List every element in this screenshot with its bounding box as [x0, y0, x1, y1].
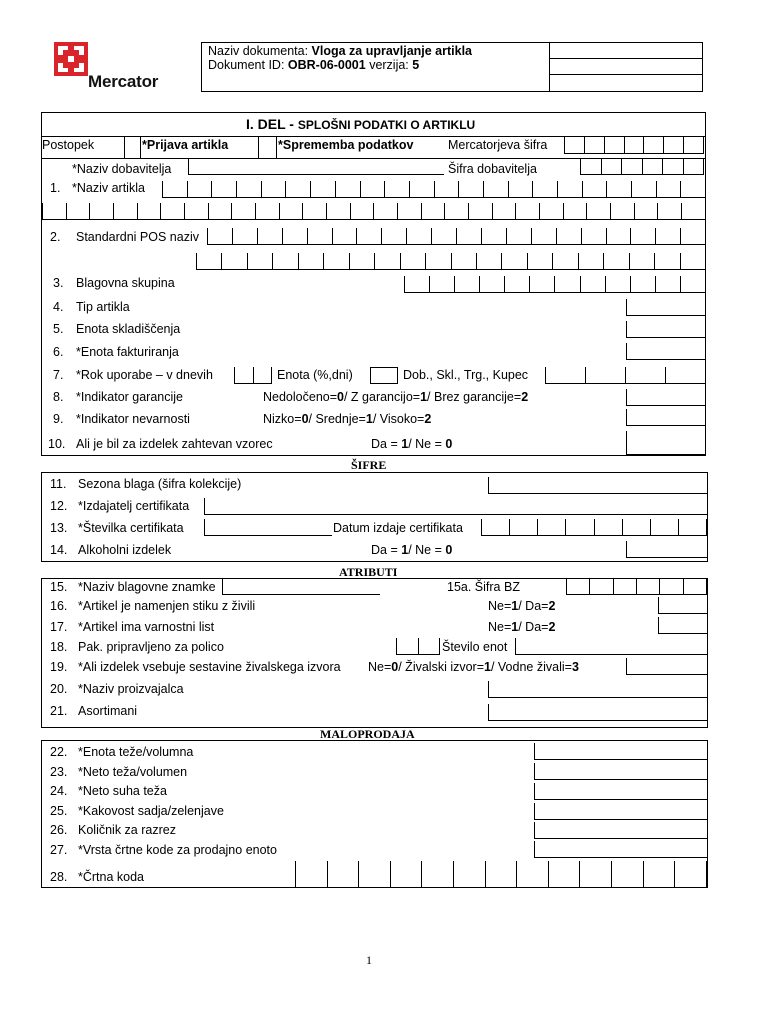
enota-label: Enota (%,dni): [277, 368, 353, 382]
row-num: 13.: [50, 521, 68, 535]
pos-naziv-label: Standardni POS naziv: [76, 230, 199, 244]
row-num: 8.: [53, 390, 64, 404]
datum-label: Datum izdaje certifikata: [333, 521, 463, 535]
enota-field[interactable]: [370, 367, 398, 384]
sifra-bz-field[interactable]: [566, 578, 707, 595]
row-num: 28.: [50, 870, 68, 884]
enota-teze-field[interactable]: [534, 743, 707, 760]
row-num: 26.: [50, 823, 68, 837]
stevilka-certifikata-label: *Številka certifikata: [78, 521, 184, 535]
row-num: 21.: [50, 704, 68, 718]
atributi-title: ATRIBUTI: [339, 565, 398, 579]
sifra-bz-label: 15a. Šifra BZ: [447, 580, 520, 594]
row-num: 17.: [50, 620, 68, 634]
naziv-artikla-field-1[interactable]: [162, 181, 706, 198]
version-value: 5: [412, 58, 420, 72]
row-num: 9.: [53, 412, 64, 426]
document-header: [201, 42, 703, 92]
row-num: 23.: [50, 765, 68, 779]
row-num: 4.: [53, 300, 64, 314]
blagovna-skupina-label: Blagovna skupina: [76, 276, 175, 290]
kakovost-field[interactable]: [534, 803, 707, 820]
row-num: 19.: [50, 660, 68, 674]
neto-teza-field[interactable]: [534, 763, 707, 780]
row-num: 11.: [50, 477, 67, 491]
neto-teza-label: *Neto teža/volumen: [78, 765, 188, 779]
tip-artikla-field[interactable]: [626, 299, 706, 316]
maloprodaja-title: MALOPRODAJA: [320, 727, 415, 741]
vrsta-crtne-kode-field[interactable]: [534, 841, 707, 858]
indikator-garancije-field[interactable]: [626, 389, 706, 406]
vzorec-label: Ali je bil za izdelek zahtevan vzorec: [76, 437, 273, 451]
enota-teze-label: *Enota teže/volumna: [78, 745, 194, 759]
stevilo-enot-field[interactable]: [515, 638, 707, 655]
prijava-label: *Prijava artikla: [142, 138, 229, 152]
garancija-options: Nedoločeno=0/ Z garancijo=1/ Brez garancije=2: [263, 390, 529, 404]
zivalski-izvor-label: *Ali izdelek vsebuje sestavine živalskega izvora: [78, 660, 341, 674]
row-num: 12.: [50, 499, 68, 513]
row-num: 22.: [50, 745, 68, 759]
row-num: 14.: [50, 543, 68, 557]
indikator-garancije-label: *Indikator garancije: [76, 390, 184, 404]
kakovost-label: *Kakovost sadja/zelenjave: [78, 804, 224, 818]
sezona-field[interactable]: [488, 477, 707, 494]
doc-name-value: Vloga za upravljanje artikla: [311, 44, 473, 58]
row-num: 25.: [50, 804, 68, 818]
part1-subtitle: SPLOŠNI PODATKI O ARTIKLU: [297, 118, 476, 132]
enota-fakturiranja-label: *Enota fakturiranja: [76, 345, 179, 359]
stik-zivili-options: Ne=1/ Da=2: [488, 599, 556, 613]
izdajatelj-field[interactable]: [204, 498, 707, 515]
row-num: 18.: [50, 640, 68, 654]
postopek-label: Postopek: [42, 138, 95, 152]
pos-naziv-field-1[interactable]: [207, 228, 706, 245]
varnostni-list-field[interactable]: [658, 617, 707, 634]
crtna-koda-label: *Črtna koda: [78, 870, 145, 884]
asortimani-field[interactable]: [488, 704, 707, 721]
row-num: 15.: [50, 580, 68, 594]
dob-label: Dob., Skl., Trg., Kupec: [403, 368, 529, 382]
pos-naziv-field-2[interactable]: [196, 253, 706, 270]
alkoholni-options: Da = 1/ Ne = 0: [371, 543, 453, 557]
naziv-dobavitelja-label: *Naziv dobavitelja: [72, 162, 172, 176]
header-field-2[interactable]: [550, 59, 702, 75]
naziv-artikla-label: *Naziv artikla: [72, 181, 145, 195]
pak-polica-field[interactable]: [396, 638, 440, 655]
version-label: verzija:: [365, 58, 413, 72]
header-field-1[interactable]: [550, 43, 702, 59]
proizvajalec-field[interactable]: [488, 681, 707, 698]
kolicnik-label: Količnik za razrez: [78, 823, 176, 837]
page-number: 1: [366, 953, 372, 967]
mercator-sifra-field[interactable]: [564, 137, 704, 154]
vrsta-crtne-kode-label: *Vrsta črtne kode za prodajno enoto: [78, 843, 277, 857]
sezona-label: Sezona blaga (šifra kolekcije): [78, 477, 242, 491]
row-num: 20.: [50, 682, 68, 696]
logo-text: Mercator: [88, 72, 159, 91]
alkoholni-field[interactable]: [626, 541, 707, 558]
varnostni-list-options: Ne=1/ Da=2: [488, 620, 556, 634]
enota-skladiscenja-field[interactable]: [626, 321, 706, 338]
asortimani-label: Asortimani: [78, 704, 138, 718]
dob-field[interactable]: [545, 367, 706, 384]
indikator-nevarnosti-label: *Indikator nevarnosti: [76, 412, 190, 426]
pak-polica-label: Pak. pripravljeno za polico: [78, 640, 224, 654]
row-num: 1.: [50, 181, 61, 195]
part1-title: I. DEL -: [246, 116, 298, 132]
stik-zivili-field[interactable]: [658, 597, 707, 614]
sprememba-label: *Sprememba podatkov: [278, 138, 414, 152]
proizvajalec-label: *Naziv proizvajalca: [78, 682, 184, 696]
row-num: 7.: [53, 368, 64, 382]
enota-skladiscenja-label: Enota skladiščenja: [76, 322, 181, 336]
blagovna-znamka-label: *Naziv blagovne znamke: [78, 580, 216, 594]
naziv-artikla-field-2[interactable]: [42, 203, 706, 220]
row-num: 3.: [53, 276, 64, 290]
vzorec-options: Da = 1/ Ne = 0: [371, 437, 453, 451]
row-num: 16.: [50, 599, 68, 613]
row-num: 24.: [50, 784, 68, 798]
sifre-title: ŠIFRE: [351, 458, 387, 472]
izdajatelj-label: *Izdajatelj certifikata: [78, 499, 190, 513]
blagovna-skupina-field[interactable]: [404, 276, 706, 293]
doc-id-label: Dokument ID:: [208, 58, 288, 72]
nevarnost-options: Nizko=0/ Srednje=1/ Visoko=2: [263, 412, 432, 426]
vzorec-field[interactable]: [626, 431, 706, 455]
crtna-koda-field[interactable]: [295, 861, 707, 888]
stevilo-enot-label: Število enot: [442, 640, 508, 654]
indikator-nevarnosti-field[interactable]: [626, 409, 706, 426]
row-num: 10.: [48, 437, 66, 451]
row-num: 5.: [53, 322, 64, 336]
row-num: 6.: [53, 345, 64, 359]
zivalski-izvor-options: Ne=0/ Živalski izvor=1/ Vodne živali=3: [368, 660, 579, 674]
row-num: 2.: [50, 230, 61, 244]
stik-zivili-label: *Artikel je namenjen stiku z živili: [78, 599, 256, 613]
blagovna-znamka-field[interactable]: [222, 578, 380, 595]
zivalski-izvor-field[interactable]: [626, 658, 707, 675]
stevilka-certifikata-field[interactable]: [204, 519, 332, 536]
doc-id-value: OBR-06-0001: [287, 58, 366, 72]
sifra-dobavitelja-field[interactable]: [580, 158, 704, 175]
sifra-dobavitelja-label: Šifra dobavitelja: [448, 162, 537, 176]
naziv-dobavitelja-field[interactable]: [188, 158, 444, 175]
mercator-logo-icon: [54, 42, 88, 76]
tip-artikla-label: Tip artikla: [76, 300, 130, 314]
neto-suha-teza-label: *Neto suha teža: [78, 784, 167, 798]
enota-fakturiranja-field[interactable]: [626, 343, 706, 360]
kolicnik-field[interactable]: [534, 822, 707, 839]
doc-name-label: Naziv dokumenta:: [208, 44, 312, 58]
datum-field[interactable]: [481, 519, 707, 536]
rok-uporabe-label: *Rok uporabe – v dnevih: [76, 368, 213, 382]
rok-uporabe-field[interactable]: [234, 367, 272, 384]
alkoholni-label: Alkoholni izdelek: [78, 543, 172, 557]
mercator-sifra-label: Mercatorjeva šifra: [448, 138, 548, 152]
neto-suha-teza-field[interactable]: [534, 783, 707, 800]
varnostni-list-label: *Artikel ima varnostni list: [78, 620, 215, 634]
row-num: 27.: [50, 843, 68, 857]
